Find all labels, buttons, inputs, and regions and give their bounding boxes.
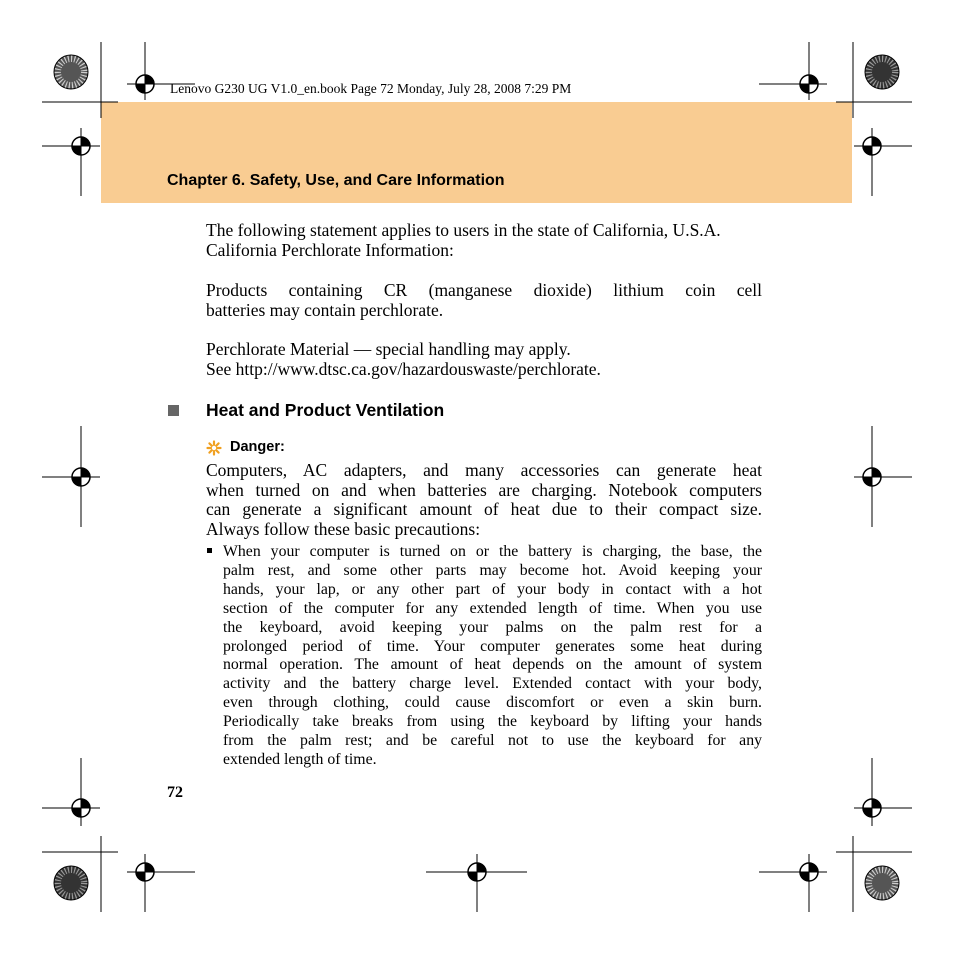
page-number: 72 — [167, 784, 183, 801]
bullet-line: from the palm rest; and be careful not to use the keyboard for any — [223, 732, 762, 749]
bullet-line: even through clothing, could cause discomfort or even a skin burn. — [223, 694, 762, 711]
intro-line-1: The following statement applies to users in the state of California, U.S.A. — [206, 220, 721, 240]
bullet-line: normal operation. The amount of heat depends on the amount of system — [223, 656, 762, 673]
section-bullet-square — [168, 405, 179, 416]
danger-para-line: when turned on and when batteries are charging. Notebook computers — [206, 480, 762, 500]
book-info-slug: Lenovo G230 UG V1.0_en.book Page 72 Monday, July 28, 2008 7:29 PM — [170, 81, 572, 96]
perchlorate-url-line: See http://www.dtsc.ca.gov/hazardouswaste/perchlorate. — [206, 359, 601, 379]
products-line-2: batteries may contain perchlorate. — [206, 300, 444, 320]
bullet-line: extended length of time. — [223, 751, 377, 768]
danger-label: Danger: — [230, 439, 285, 455]
section-title: Heat and Product Ventilation — [206, 400, 445, 420]
intro-line-2: California Perchlorate Information: — [206, 240, 454, 260]
bullet-line: the keyboard, avoid keeping your palms on the palm rest for a — [223, 619, 762, 636]
list-bullet-square — [207, 548, 212, 553]
chapter-title: Chapter 6. Safety, Use, and Care Information — [167, 172, 505, 189]
danger-para-line: can generate a significant amount of heat due to their compact size. — [206, 499, 762, 519]
bullet-line: hands, your lap, or any other part of your body in contact with a hot — [223, 581, 762, 598]
bullet-line: prolonged period of time. Your computer generates some heat during — [223, 638, 762, 655]
bullet-line: section of the computer for any extended length of time. When you use — [223, 600, 762, 617]
danger-para-line: Always follow these basic precautions: — [206, 519, 481, 539]
bullet-line: activity and the battery charge level. Extended contact with your body, — [223, 675, 762, 692]
danger-para-line: Computers, AC adapters, and many accessories can generate heat — [206, 460, 762, 480]
bullet-line: When your computer is turned on or the battery is charging, the base, the — [223, 543, 762, 560]
bullet-line: Periodically take breaks from using the keyboard by lifting your hands — [223, 713, 762, 730]
perchlorate-line-1: Perchlorate Material — special handling may apply. — [206, 339, 571, 359]
products-line-1: Products containing CR (manganese dioxide) lithium coin cell — [206, 280, 762, 300]
bullet-line: palm rest, and some other parts may become hot. Avoid keeping your — [223, 562, 762, 579]
asterisk-warning-icon — [206, 440, 222, 456]
